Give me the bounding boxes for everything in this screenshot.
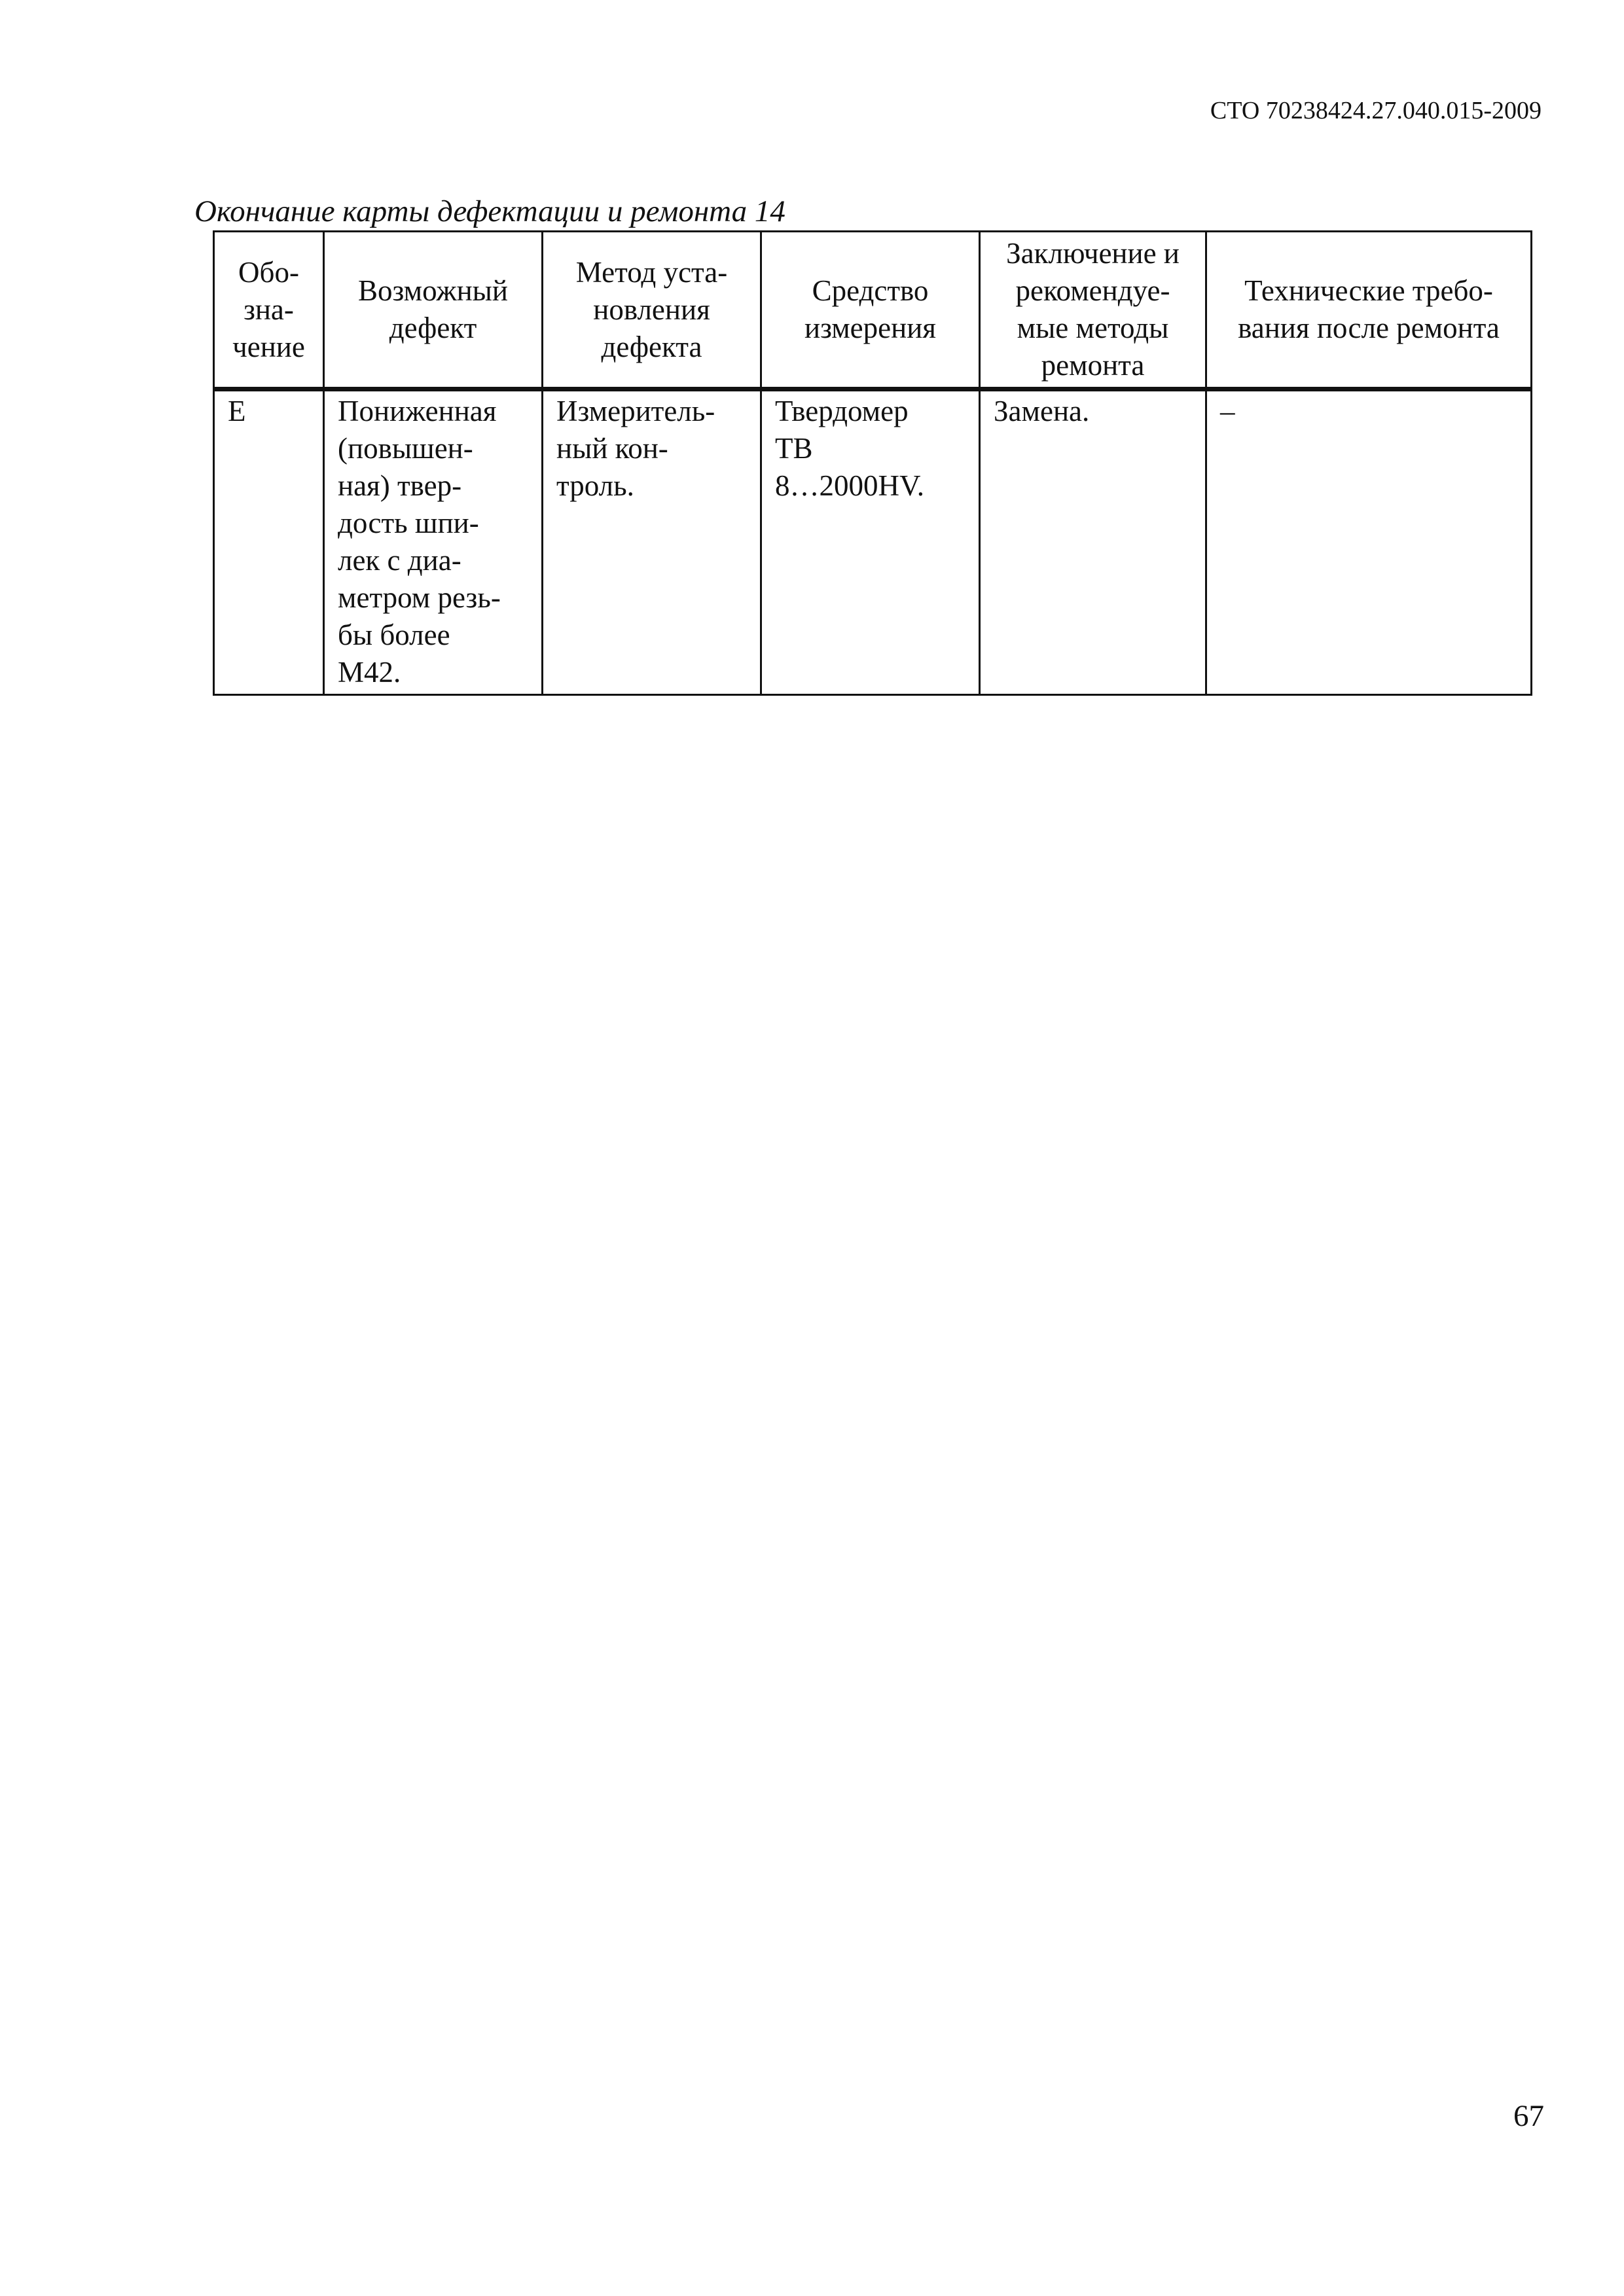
column-header-conclusion: Заключение и рекомендуе- мые методы ремонта — [980, 232, 1206, 389]
cell-defect: Пониженная (повышен- ная) твер- дость шпи- лек с диа- метром резь- бы более М42. — [324, 389, 543, 695]
column-header-measuring-tool: Средство измерения — [761, 232, 980, 389]
cell-detection-method: Измеритель- ный кон- троль. — [543, 389, 761, 695]
defect-repair-table — [213, 230, 1532, 696]
table-caption: Окончание карты дефектации и ремонта 14 — [194, 194, 785, 228]
column-header-detection-method: Метод уста- новления дефекта — [543, 232, 761, 389]
column-header-defect: Возможный дефект — [324, 232, 543, 389]
table-header-row — [214, 232, 1532, 389]
table-row — [214, 389, 1532, 695]
column-header-designation: Обо- зна- чение — [214, 232, 324, 389]
cell-designation: Е — [214, 389, 324, 695]
page-number: 67 — [1513, 2099, 1544, 2133]
document-code: СТО 70238424.27.040.015-2009 — [1210, 97, 1542, 124]
cell-requirements: – — [1206, 389, 1532, 695]
cell-conclusion: Замена. — [980, 389, 1206, 695]
column-header-requirements: Технические требо- вания после ремонта — [1206, 232, 1532, 389]
cell-measuring-tool: Твердомер ТВ 8…2000HV. — [761, 389, 980, 695]
